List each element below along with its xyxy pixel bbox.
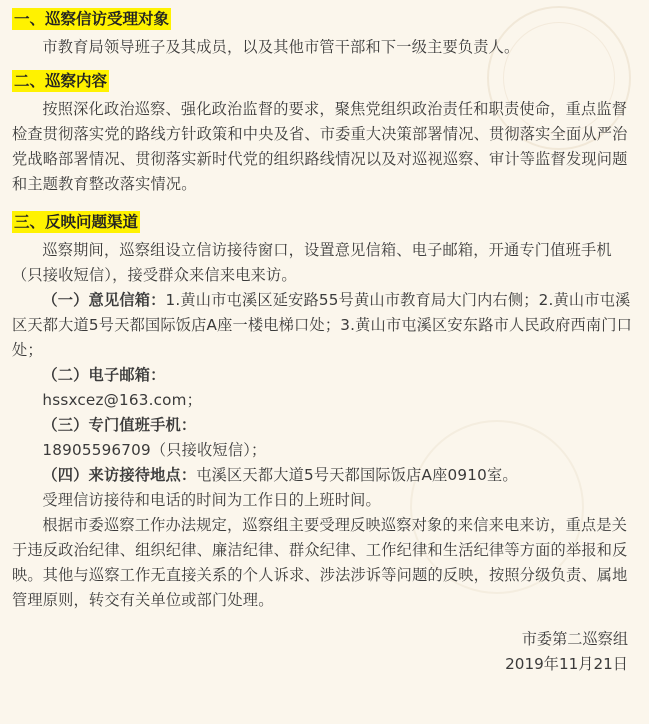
section2-body: 按照深化政治巡察、强化政治监督的要求，聚焦党组织政治责任和职责使命，重点监督检查贯彻落实党的路线方针政策和中央及省、市委重大决策部署情况、贯彻落实全面从严治党战略部署情况、贯彻落实新时代党的组织路线情况以及对巡视巡察、审计等监督发现问题和主题教育整改落实情况。 — [12, 100, 628, 193]
mailbox-paragraph — [12, 288, 640, 363]
document-body — [12, 8, 640, 677]
visit-paragraph — [12, 463, 640, 488]
section3-intro: 巡察期间，巡察组设立信访接待窗口，设置意见信箱、电子邮箱，开通专门值班手机（只接收短信），接受群众来信来电来访。 — [12, 241, 612, 284]
section3-heading: 三、反映问题渠道 — [14, 213, 139, 231]
section1-heading: 一、巡察信访受理对象 — [14, 10, 170, 28]
section2-heading: 二、巡察内容 — [14, 72, 108, 90]
phone-label: （三）专门值班手机： — [42, 416, 197, 434]
mailbox-text: 1.黄山市屯溪区延安路55号黄山市教育局大门内右侧；2.黄山市屯溪区天都大道5号天都国际饭店A座一楼电梯口处；3.黄山市屯溪区安东路市人民政府西南门口处； — [12, 291, 633, 359]
visit-value: 屯溪区天都大道5号天都国际饭店A座0910室。 — [196, 466, 518, 484]
phone-value: 18905596709（只接收短信）； — [42, 441, 267, 459]
mailbox-label: （一）意见信箱： — [42, 291, 166, 309]
signature-date: 2019年11月21日 — [505, 655, 628, 673]
phone-label-line — [12, 413, 640, 438]
email-value: hssxcez@163.com； — [42, 391, 203, 409]
hours-text: 受理信访接待和电话的时间为工作日的上班时间。 — [42, 491, 381, 509]
rule-text: 根据市委巡察工作办法规定，巡察组主要受理反映巡察对象的来信来电来访，重点是关于违反政治纪律、组织纪律、廉洁纪律、群众纪律、工作纪律和生活纪律等方面的举报和反映。其他与巡察工作无直接关系的个人诉求、涉法涉诉等问题的反映，按照分级负责、属地管理原则，转交有关单位或部门处理。 — [12, 516, 628, 609]
signature-org: 市委第二巡察组 — [521, 630, 628, 648]
email-label-line — [12, 363, 640, 388]
email-label: （二）电子邮箱： — [42, 366, 166, 384]
section1-body: 市教育局领导班子及其成员，以及其他市管干部和下一级主要负责人。 — [42, 38, 520, 56]
section2-heading-wrap — [12, 70, 640, 97]
section3-heading-wrap — [12, 211, 640, 238]
visit-label: （四）来访接待地点： — [42, 466, 197, 484]
section1-heading-wrap — [12, 8, 640, 35]
